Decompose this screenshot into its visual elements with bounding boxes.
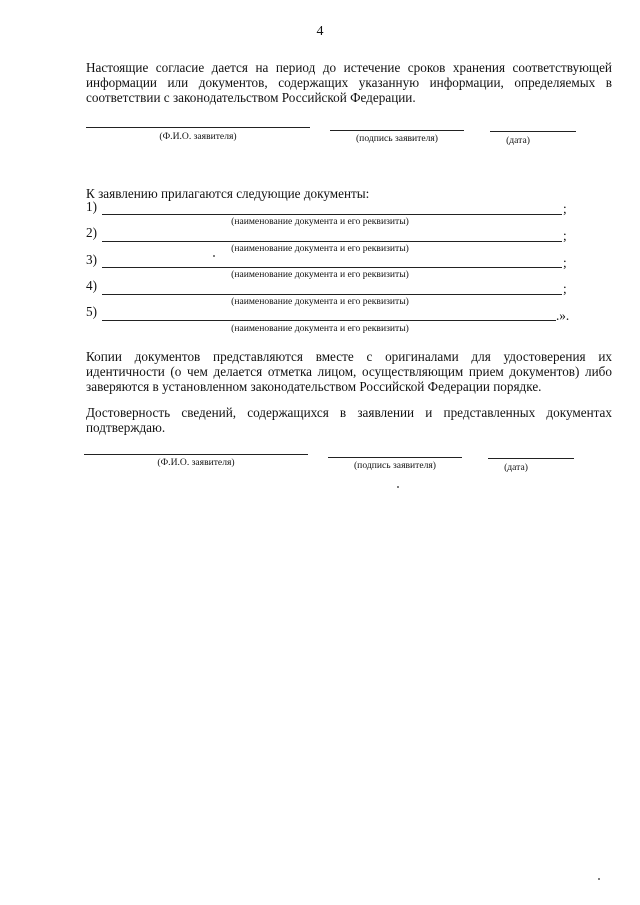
item-line: [102, 267, 562, 268]
fio-caption: (Ф.И.О. заявителя): [159, 131, 237, 142]
consent-paragraph: Настоящие согласие дается на период до истечение сроков хранения соответствующей информации или документов, содержащих указанную информации, определяемых в соответствии с законодательством Российской Федерации.: [86, 60, 612, 105]
item-caption: (наименование документа и его реквизиты): [231, 269, 409, 280]
item-caption: (наименование документа и его реквизиты): [231, 296, 409, 307]
signature-line: [330, 130, 464, 131]
item-number: 2): [86, 225, 97, 240]
scan-speck: [213, 255, 215, 257]
item-number: 1): [86, 199, 97, 214]
confirmation-paragraph: Достоверность сведений, содержащихся в заявлении и представленных документах подтверждаю.: [86, 405, 612, 435]
item-ending: ;: [563, 255, 567, 270]
item-line: [102, 214, 562, 215]
scan-speck: [598, 878, 600, 880]
fio-line: [84, 454, 308, 455]
item-caption: (наименование документа и его реквизиты): [231, 323, 409, 334]
item-line: [102, 294, 562, 295]
item-ending: ;: [563, 281, 567, 296]
signature-line: [328, 457, 462, 458]
item-ending: .».: [556, 308, 570, 323]
signature-caption: (подпись заявителя): [353, 460, 436, 471]
item-caption: (наименование документа и его реквизиты): [231, 243, 409, 254]
attachments-intro: К заявлению прилагаются следующие документы:: [86, 186, 370, 201]
item-ending: ;: [563, 228, 567, 243]
fio-caption: (Ф.И.О. заявителя): [157, 457, 235, 468]
item-number: 4): [86, 278, 97, 293]
signature-caption: (подпись заявителя): [355, 133, 438, 144]
date-line: [488, 458, 574, 459]
item-line: [102, 320, 556, 321]
date-caption: (дата): [506, 135, 530, 146]
copies-paragraph: Копии документов представляются вместе с оригиналами для удостоверения их идентичности (о чем делается отметка лицом, осуществляющим прием документов) либо заверяются в установленном законодательством Российской Федерации порядке.: [86, 349, 612, 394]
item-number: 3): [86, 252, 97, 267]
scan-speck: [397, 486, 399, 488]
date-caption: (дата): [504, 462, 528, 473]
fio-line: [86, 127, 310, 128]
item-number: 5): [86, 304, 97, 319]
item-line: [102, 241, 562, 242]
item-caption: (наименование документа и его реквизиты): [231, 216, 409, 227]
page-number: 4: [316, 24, 324, 39]
date-line: [490, 131, 576, 132]
item-ending: ;: [563, 201, 567, 216]
